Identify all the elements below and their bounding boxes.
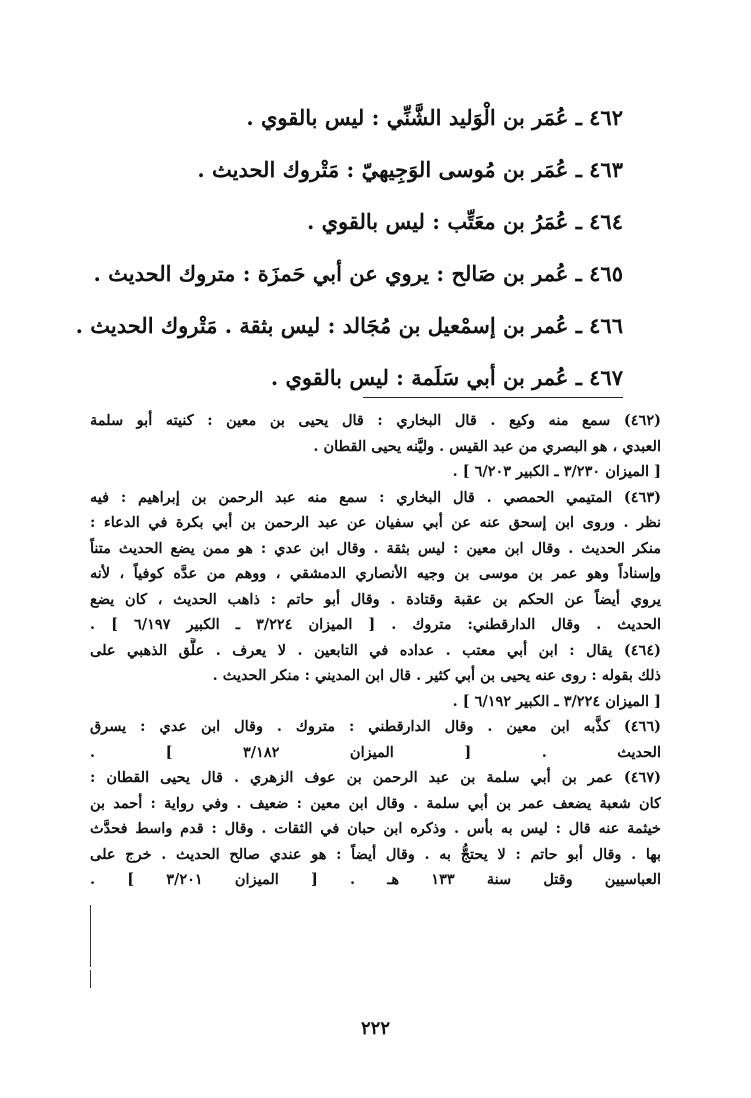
footnote-reference: [ الميزان ٣/٢٣٠ ـ الكبير ٦/٢٠٣ ] . [452,463,661,480]
page-number: ٢٢٢ [360,1018,390,1039]
entry-467: ٤٦٧ ـ عُمر بن أبي سَلَمة : ليس بالقوي . [270,365,623,390]
footnote-line: الحديث . [ الميزان ٣/١٨٢ ] . [90,743,661,761]
footnote-line: العباسيين وقتل سنة ١٣٣ هـ . [ الميزان ٣/٢٠١ ] . [90,871,661,888]
entry-464: ٤٦٤ ـ عُمَرُ بن معَتِّب : ليس بالقوي . [306,209,623,234]
footnote-line: نظر . وروى ابن إسحق عنه عن أبي سفيان عن عبد الرحمن بن أبي بكرة في الدعاء : [90,514,661,531]
entry-463: ٤٦٣ ـ عُمَر بن مُوسى الوَجِيهيّ : مَتْروك الحديث . [197,157,623,182]
footnote-line: (٤٦٣) المتيمي الحمصي . قال البخاري : سمع منه عبد الرحمن بن إبراهيم : فيه [90,488,661,506]
margin-mark [90,970,91,988]
footnote-line: (٤٦٢) سمع منه وكيع . قال البخاري : قال يحيى بن معين : كنيته أبو سلمة [90,412,661,429]
entry-465: ٤٦٥ ـ عُمر بن صَالح : يروي عن أبي حَمزَة : متروك الحديث . [93,261,623,286]
footnote-line: الحديث . وقال الدارقطني: متروك . [ الميزان ٣/٢٢٤ ـ الكبير ٦/١٩٧ ] . [90,616,661,633]
footnote-line: العبدي ، هو البصري من عبد القيس . وليَّنه يحيى القطان . [313,437,661,455]
footnote-line: بها . وقال أبو حاتم : لا يحتجُّ به . وقال أيضاً : هو عندي صالح الحديث . خرج على [90,845,661,863]
footnote-line: (٤٦٦) كذَّبه ابن معين . وقال الدارقطني : متروك . وقال ابن عدي : يسرق [90,718,661,735]
footnote-reference: [ الميزان ٣/٢٢٤ ـ الكبير ٦/١٩٢ ] . [452,692,661,710]
footnote-line: (٤٦٧) عمر بن أبي سلمة بن عبد الرحمن بن عوف الزهري . قال يحيى القطان : [90,769,661,786]
footnotes [90,408,661,893]
footnote-line: كان شعبة يضعف عمر بن أبي سلمة . وقال ابن معين : ضعيف . وفي رواية : أحمد بن [90,794,661,812]
entries-list [60,92,623,404]
footnote-line: منكر الحديث . وقال ابن معين : ليس بثقة . وقال ابن عدي : هو ممن يضع الحديث متناً [90,539,661,557]
margin-mark [90,905,91,967]
footnote-line: وإسناداً وهو عمر بن موسى بن وجيه الأنصاري الدمشقي ، ووهم من عدَّه كوفياً ، لأنه [90,565,661,582]
entry-466: ٤٦٦ ـ عُمر بن إسمْعيل بن مُجَالد : ليس بثقة . مَتْروك الحديث . [75,313,623,338]
footnote-line: يروي أيضاً عن الحكم بن عقبة وقتادة . وقال أبو حاتم : ذاهب الحديث ، كان يضع [90,590,661,608]
footnote-line: (٤٦٤) يقال : ابن أبي معتب . عداده في التابعين . لا يعرف . علَّق الذهبي على [90,641,661,659]
footnote-line: خيثمة عنه قال : ليس به بأس . وذكره ابن حبان في الثقات . وقال : قدم واسط فحدَّث [90,820,661,837]
entry-462: ٤٦٢ ـ عُمَر بن الْوَليد الشَّنِّي : ليس بالقوي . [246,105,623,130]
footnote-line: ذلك بقوله : روى عنه يحيى بن أبي كثير . قال ابن المديني : منكر الحديث . [212,667,661,684]
footnote-divider [363,397,623,398]
